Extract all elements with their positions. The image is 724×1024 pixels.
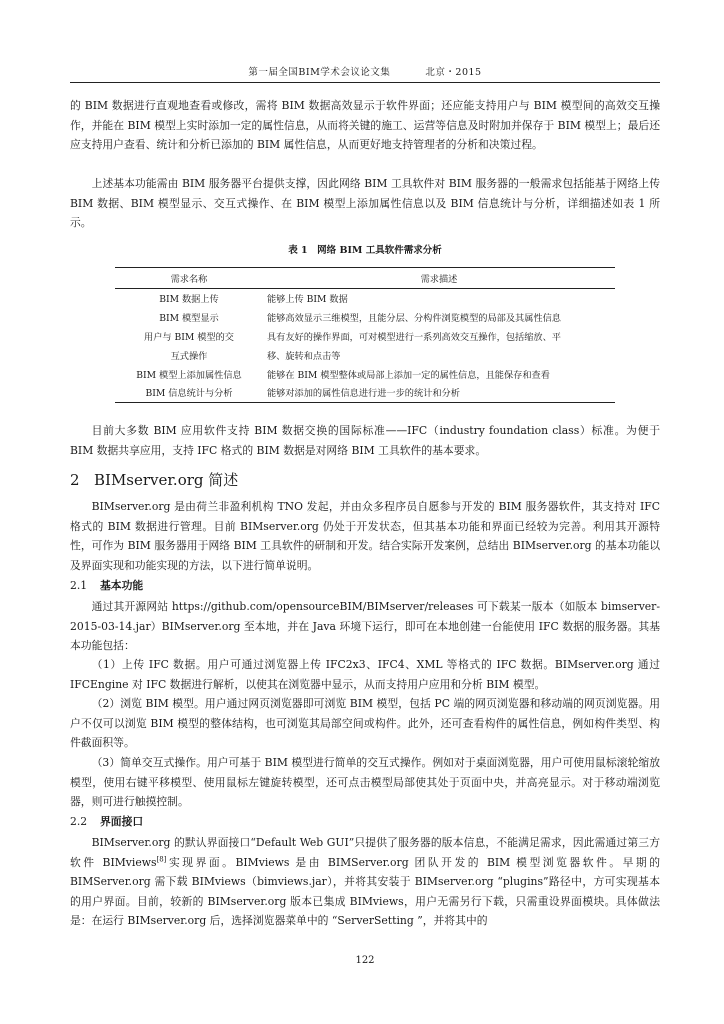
table-row — [115, 289, 615, 308]
table-cell-description: 能够在 BIM 模型整体或局部上添加一定的属性信息，且能保存和查看 — [267, 369, 550, 381]
subsection-heading-2-1 — [70, 578, 143, 593]
section-number: 2 — [70, 471, 80, 489]
running-header — [70, 64, 660, 80]
interface-text-part-1: BIMserver.org 的默认界面接口“Default Web GUI”只提供了服务器的版本信息，不能满足需求，因此需通过第三方软件 BIMviews — [70, 836, 660, 869]
requirements-table — [115, 267, 615, 403]
proceedings-location: 北京・2015 — [425, 67, 482, 78]
table-row — [115, 383, 615, 402]
proceedings-title: 第一届全国BIM学术会议论文集 — [248, 67, 391, 78]
table-cell-description: 能够高效显示三维模型，且能分层、分构件浏览模型的局部及其属性信息 — [267, 313, 561, 325]
table-cell-name: BIM 模型显示 — [159, 313, 219, 325]
table-row — [115, 308, 615, 327]
table-cell-name: BIM 模型上添加属性信息 — [136, 369, 242, 381]
paragraph-continuation: 的 BIM 数据进行直观地查看或修改，需将 BIM 数据高效显示于软件界面；还应能支持用户与 BIM 模型间的高效交互操作，并能在 BIM 模型上实时添加一定的属性信息，从而将关键的施工、运营等信息及时附加并保存于 BIM 模型上；最后还应支持用户查看、统计和分析已添加的 BIM 属性信息，从而更好地支持管理者的分析和决策过程。 — [70, 99, 660, 151]
paragraph-interface — [70, 833, 660, 931]
subsection-number: 2.2 — [70, 815, 88, 828]
table-cell-name: BIM 数据上传 — [159, 294, 219, 306]
paragraph-bimserver-intro: BIMserver.org 是由荷兰非盈利机构 TNO 发起，并由众多程序员自愿参与开发的 BIM 服务器软件，其支持对 IFC 格式的 BIM 数据进行管理。目前 BIMserver.org 仍处于开发状态，但其基本功能和界面已经较为完善。利用其开源特性，可作为 BIM 服务器用于网络 BIM 工具软件的研制和开发。结合实际开发案例，总结出 BIMserver.org 的基本功能以及界面实现和功能实现的方法，以下进行简单说明。 — [70, 500, 660, 572]
section-title: BIMserver.org 简述 — [94, 471, 239, 489]
table-cell-description: 能够对添加的属性信息进行进一步的统计和分析 — [263, 383, 615, 402]
header-rule — [70, 82, 660, 83]
table-cell-name: BIM 信息统计与分析 — [115, 383, 263, 402]
paragraph-browse-model: （2）浏览 BIM 模型。用户通过网页浏览器即可浏览 BIM 模型，包括 PC 端的网页浏览器和移动端的网页浏览器。用户不仅可以浏览 BIM 模型的整体结构，也可浏览其局部空间或构件。此外，还可查看构件的属性信息，例如构件类型、构件截面积等。 — [70, 697, 660, 749]
table-row — [115, 345, 615, 364]
subsection-title: 基本功能 — [100, 579, 144, 592]
page-number: 122 — [355, 955, 375, 966]
paragraph-download: 通过其开源网站 https://github.com/opensourceBIM/BIMserver/releases 可下载某一版本（如版本 bimserver-2015-03-14.jar）BIMserver.org 至本地，并在 Java 环境下运行，即可在本地创建一台能使用 IFC 数据的服务器。其基本功能包括： — [70, 600, 660, 652]
table-cell-description: 移、旋转和点击等 — [267, 350, 341, 362]
paragraph-ifc-standard: 目前大多数 BIM 应用软件支持 BIM 数据交换的国际标准——IFC（industry foundation class）标准。为便于 BIM 数据共享应用，支持 IFC 格式的 BIM 数据是对网络 BIM 工具软件的基本要求。 — [70, 424, 660, 457]
citation-reference: [8] — [156, 854, 167, 863]
table-row — [115, 364, 615, 383]
paragraph-requirements-intro: 上述基本功能需由 BIM 服务器平台提供支撑，因此网络 BIM 工具软件对 BIM 服务器的一般需求包括能基于网络上传 BIM 数据、BIM 模型显示、交互式操作、在 BIM 模型上添加属性信息以及 BIM 信息统计与分析，详细描述如表 1 所示。 — [70, 177, 660, 229]
subsection-heading-2-2 — [70, 814, 143, 829]
table-row — [115, 327, 615, 346]
paragraph-interaction: （3）简单交互式操作。用户可基于 BIM 模型进行简单的交互式操作。例如对于桌面浏览器，用户可使用鼠标滚轮缩放模型，使用右键平移模型、使用鼠标左键旋转模型，还可点击模型局部使其处于页面中央，并高亮显示。对于移动端浏览器，则可进行触摸控制。 — [70, 756, 660, 808]
table-cell-name: 互式操作 — [170, 350, 208, 362]
table-header-row — [115, 268, 615, 289]
table-cell-name: 用户与 BIM 模型的交 — [144, 331, 234, 343]
subsection-title: 界面接口 — [100, 815, 144, 828]
subsection-number: 2.1 — [70, 579, 88, 592]
table-cell-description: 能够上传 BIM 数据 — [267, 294, 348, 306]
table-header-name: 需求名称 — [115, 268, 263, 289]
interface-text-part-2: 实现界面。BIMviews 是由 BIMServer.org 团队开发的 BIM 模型浏览器软件。早期的 BIMServer.org 需下载 BIMviews（bimviews.jar），并将其安装于 BIMserver.org “plugins”路径中，方可实现基本的用户界面。目前，较新的 BIMserver.org 版本已集成 BIMviews，用户无需另行下载，只需重设界面模块。具体做法是：在运行 BIMserver.org 后，选择浏览器菜单中的 “ServerSetting ”，并将其中的 — [70, 855, 660, 927]
paragraph-upload-ifc: （1）上传 IFC 数据。用户可通过浏览器上传 IFC2x3、IFC4、XML 等格式的 IFC 数据。BIMserver.org 通过 IFCEngine 对 IFC 数据进行解析，以使其在浏览器中显示，从而支持用户应用和分析 BIM 模型。 — [70, 658, 660, 691]
table-cell-description: 具有友好的操作界面，可对模型进行一系列高效交互操作，包括缩放、平 — [267, 331, 561, 343]
section-heading-2 — [70, 469, 238, 490]
table-caption: 表 1 网络 BIM 工具软件需求分析 — [288, 245, 442, 256]
table-header-description: 需求描述 — [263, 268, 615, 289]
